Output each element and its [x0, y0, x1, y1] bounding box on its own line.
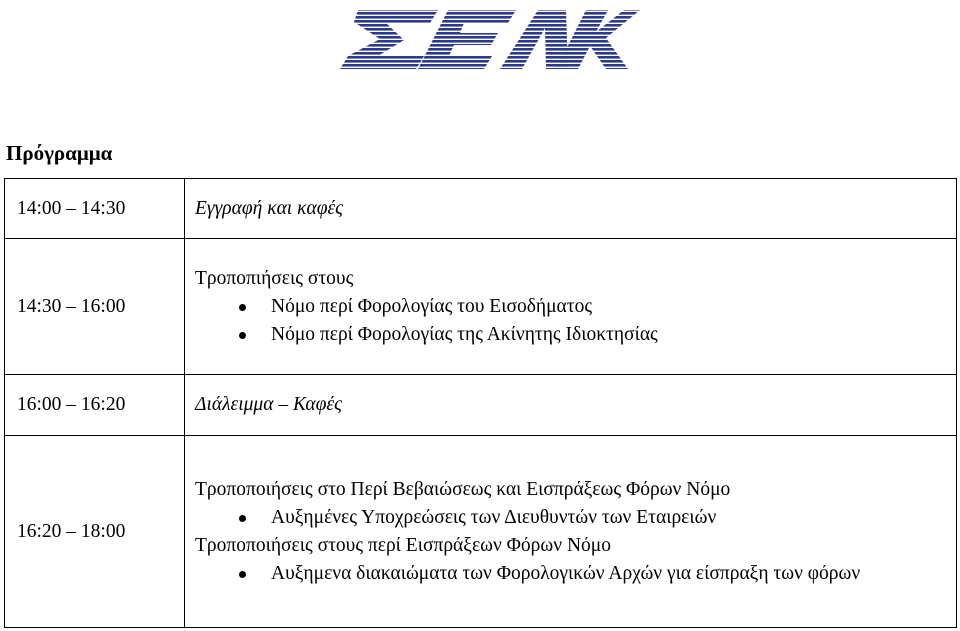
- activity-intro: Τροποπιήσεις στους: [195, 267, 354, 289]
- time-cell: 16:00 – 16:20: [5, 375, 185, 436]
- bullet-list: [195, 293, 956, 349]
- activity-cell: Διάλειμμα – Καφές: [185, 375, 957, 436]
- time-cell: 14:00 – 14:30: [5, 179, 185, 239]
- activity-cell: Εγγραφή και καφές: [185, 179, 957, 239]
- table-row: [5, 436, 957, 628]
- list-item: Νόμο περί Φορολογίας του Εισοδήματος: [195, 293, 956, 321]
- activity-cell: [185, 436, 957, 628]
- page-heading: Πρόγραμμα: [6, 141, 113, 165]
- time-cell: 16:20 – 18:00: [5, 436, 185, 628]
- table-row: [5, 179, 957, 239]
- activity-line: Τροποποιήσεις στο Περί Βεβαιώσεως και Εισπράξεως Φόρων Νόμο: [195, 478, 731, 500]
- list-item: Αυξημενα διακαιώματα των Φορολογικών Αρχών για είσπραξη των φόρων: [195, 560, 956, 588]
- bullet-list: [195, 504, 956, 532]
- bullet-list: [195, 560, 956, 588]
- list-item: Αυξημένες Υποχρεώσεις των Διευθυντών των Εταιρειών: [195, 504, 956, 532]
- time-cell: 14:30 – 16:00: [5, 239, 185, 375]
- list-item: Νόμο περί Φορολογίας της Ακίνητης Ιδιοκτησίας: [195, 321, 956, 349]
- schedule-table: [4, 178, 957, 628]
- activity-cell: [185, 239, 957, 375]
- table-row: [5, 375, 957, 436]
- activity-line: Τροποποιήσεις στους περί Εισπράξεων Φόρων Νόμο: [195, 534, 611, 556]
- selk-logo: [340, 8, 640, 70]
- table-row: [5, 239, 957, 375]
